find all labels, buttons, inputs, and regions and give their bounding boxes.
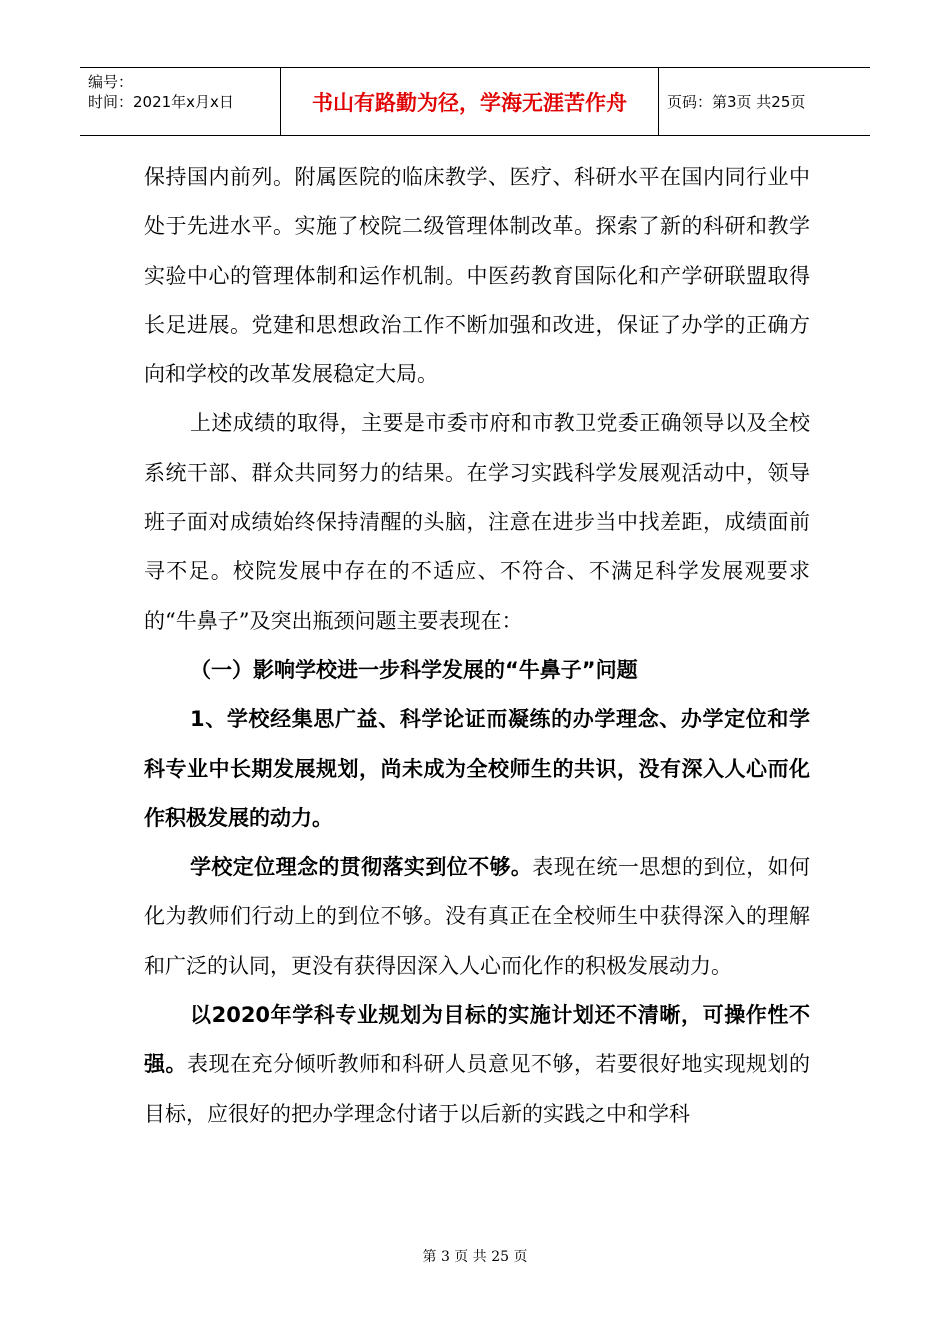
page-footer: 第 3 页 共 25 页 — [422, 1249, 528, 1265]
paragraph-4 — [144, 843, 810, 991]
header-meta — [80, 68, 281, 135]
section-heading: （一）影响学校进一步科学发展的“牛鼻子”问题 — [190, 657, 638, 682]
paragraph-3: 1、学校经集思广益、科学论证而凝练的办学理念、办学定位和学科专业中长期发展规划，尚未成为全校师生的共识，没有深入人心而化作积极发展的动力。 — [144, 707, 810, 830]
header-motto: 书山有路勤为径，学海无涯苦作舟 — [281, 68, 659, 135]
paragraph-4-lead: 学校定位理念的贯彻落实到位不够。 — [190, 855, 533, 880]
number-label: 编号： — [88, 73, 134, 91]
paragraph-1: 保持国内前列。附属医院的临床教学、医疗、科研水平在国内同行业中处于先进水平。实施了校院二级管理体制改革。探索了新的科研和教学实验中心的管理体制和运作机制。中医药教育国际化和产学研联盟取得长足进展。党建和思想政治工作不断加强和改进，保证了办学的正确方向和学校的改革发展稳定大局。 — [144, 165, 810, 387]
page-header — [80, 67, 870, 136]
time-label: 时间：2021年x月x日 — [88, 93, 234, 111]
paragraph-4-text: 表现在统一思想的到位，如何化为教师们行动上的到位不够。没有真正在全校师生中获得深入的理解和广泛的认同，更没有获得因深入人心而化作的积极发展动力。 — [144, 855, 811, 978]
paragraph-2: 上述成绩的取得，主要是市委市府和市教卫党委正确领导以及全校系统干部、群众共同努力的结果。在学习实践科学发展观活动中，领导班子面对成绩始终保持清醒的头脑，注意在进步当中找差距，成绩面前寻不足。校院发展中存在的不适应、不符合、不满足科学发展观要求的“牛鼻子”及突出瓶颈问题主要表现在： — [144, 411, 810, 633]
paragraph-5-text: 表现在充分倾听教师和科研人员意见不够，若要很好地实现规划的目标，应很好的把办学理念付诸于以后新的实践之中和学科 — [144, 1052, 810, 1126]
paragraph-5 — [144, 991, 810, 1139]
paragraph-5-lead: 以2020年学科专业规划为目标的实施计划还不清晰，可操作性不强。 — [144, 1003, 810, 1077]
document-body — [144, 153, 810, 1139]
header-page-info: 页码：第3页 共25页 — [667, 93, 806, 111]
